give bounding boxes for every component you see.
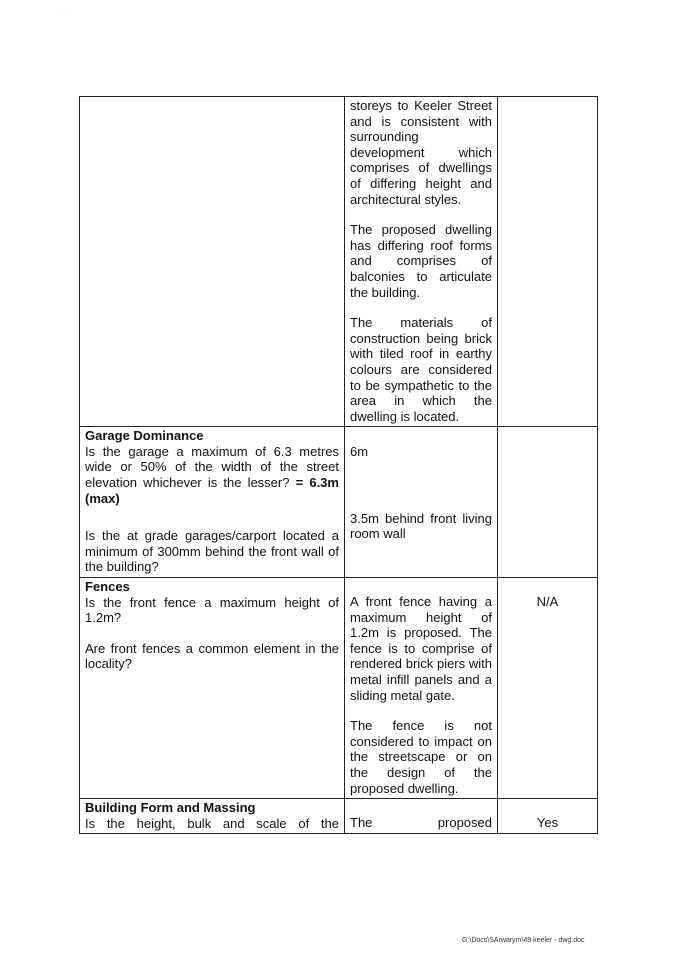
section-heading: Building Form and Massing	[85, 800, 256, 816]
criteria-cell	[80, 97, 345, 427]
section-heading: Fences	[85, 579, 130, 595]
comment-paragraph: A front fence having a maximum height of 1.2m is proposed. The fence is to comprise of rendered brick piers with metal infill panels and a sliding metal gate.	[350, 594, 492, 703]
comment-paragraph: The fence is not considered to impact on the streetscape or on the design of the proposed dwelling.	[350, 718, 492, 796]
criteria-cell	[80, 799, 345, 834]
criteria-question: Are front fences a common element in the locality?	[85, 640, 339, 672]
footer-file-path: G:\Docs\SArwarym\49 keeler - dwg.doc	[462, 937, 585, 944]
comment-answer: 3.5m behind front living room wall	[350, 510, 492, 542]
table-row-continued	[80, 97, 598, 427]
compliance-cell	[498, 578, 598, 799]
table-row-building-form	[80, 799, 598, 834]
question-text: Is the garage a maximum of 6.3 metres wide or 50% of the width of the street elevation whichever is the lesser?	[85, 443, 339, 491]
compliance-value: Yes	[536, 815, 559, 831]
criteria-question: Is the at grade garages/carport located a minimum of 300mm behind the front wall of the building?	[85, 528, 339, 575]
compliance-cell	[498, 427, 598, 578]
comment-paragraph: The materials of construction being brick with tiled roof in earthy colours are considered to be sympathetic to the area in which the dwelling is located.	[350, 315, 492, 424]
compliance-cell	[498, 799, 598, 834]
comment-answer: 6m	[350, 444, 369, 460]
table-row-garage-dominance	[80, 427, 598, 578]
comment-cell	[345, 427, 498, 578]
compliance-value: N/A	[536, 594, 559, 610]
criteria-question: Is the height, bulk and scale of the	[85, 815, 339, 831]
comment-paragraph: The proposed dwelling has differing roof forms and comprises of balconies to articulate the building.	[350, 222, 492, 300]
comment-paragraph: storeys to Keeler Street and is consistent with surrounding development which comprises of dwellings of differing height and architectural styles.	[350, 98, 492, 207]
criteria-question: Is the front fence a maximum height of 1.2m?	[85, 594, 339, 626]
comment-paragraph: The proposed	[350, 815, 492, 831]
criteria-question	[85, 444, 339, 506]
question-bold-value: = 6.3m (max)	[85, 475, 339, 506]
assessment-table	[79, 96, 598, 834]
comment-cell	[345, 799, 498, 834]
criteria-cell	[80, 427, 345, 578]
section-heading: Garage Dominance	[85, 428, 204, 444]
comment-cell	[345, 578, 498, 799]
compliance-cell	[498, 97, 598, 427]
comment-cell	[345, 97, 498, 427]
criteria-cell	[80, 578, 345, 799]
table-row-fences	[80, 578, 598, 799]
corner-mark: · ·	[58, 8, 68, 15]
